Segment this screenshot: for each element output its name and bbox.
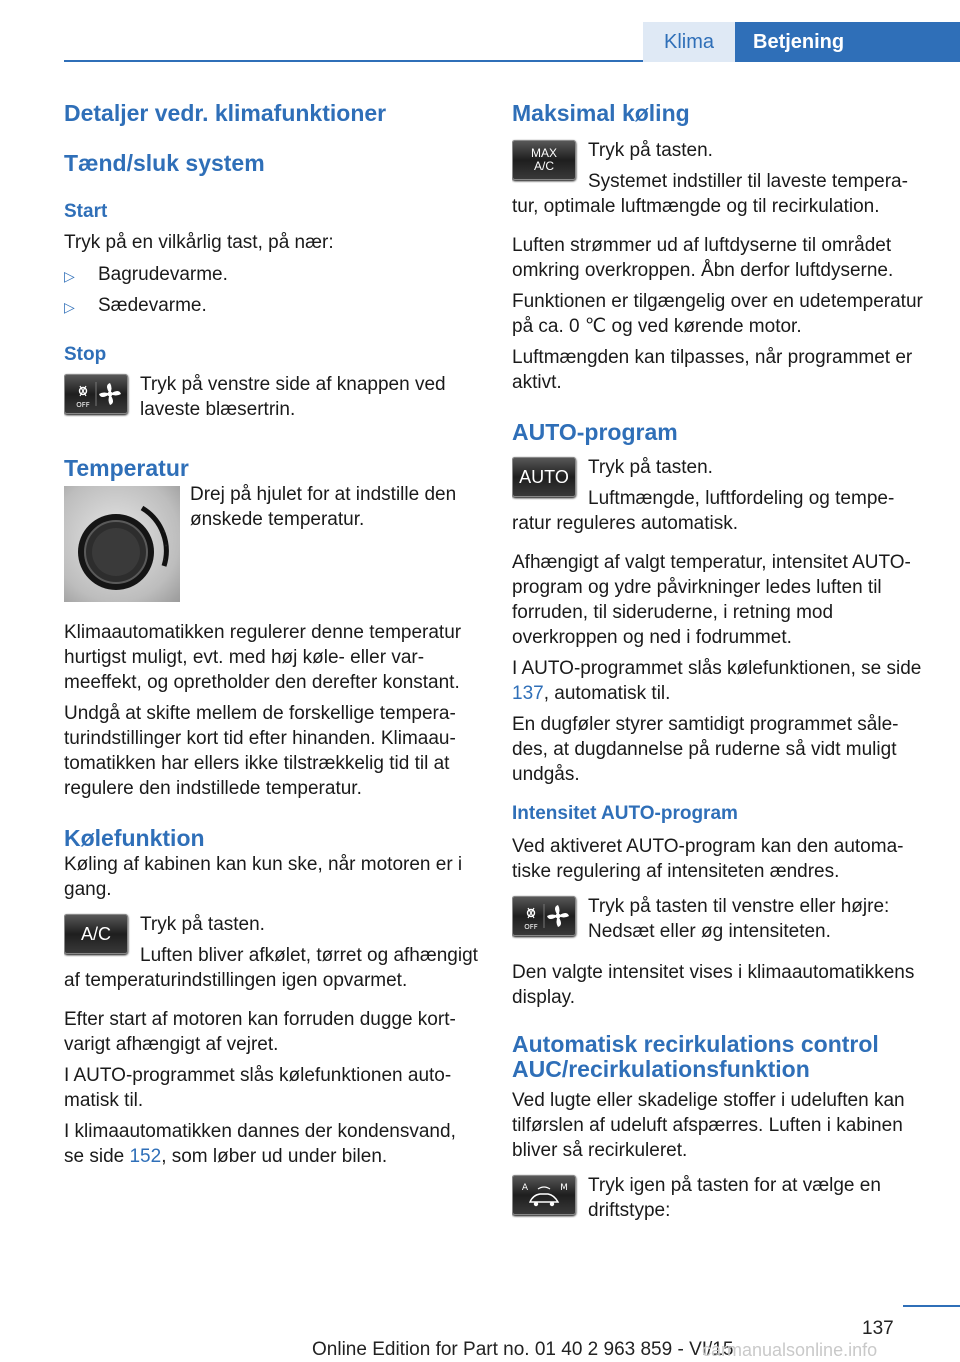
max-ac-key-image: MAX A/C	[512, 140, 576, 180]
intensity-paragraph-1: Ved aktiveret AUTO-program kan den automatiske regulering af intensiteten ændres.	[512, 836, 904, 882]
max-paragraph-1: Luften strømmer ud af luftdyserne til området omkring overkroppen. Åbn derfor luftdyserne.	[512, 235, 894, 281]
temperature-wheel-image	[64, 486, 180, 602]
bullet-text: Sædevarme.	[98, 295, 207, 316]
svg-text:•: •	[162, 556, 167, 564]
ac-line-1: Tryk på tasten.	[140, 914, 265, 935]
intensity-key-row	[512, 894, 927, 944]
auto-line-2: Luftmængde, luftfordeling og temperatur reguleres automatisk.	[512, 488, 895, 534]
temperature-row	[64, 482, 479, 610]
section-title-auto-program: AUTO-program	[512, 419, 678, 445]
svg-text:•: •	[162, 528, 167, 536]
ac-key-image: A/C	[64, 914, 128, 954]
cooling-paragraph-4-text: I klimaautomatikken dannes der kondensvand, se side	[64, 1121, 456, 1167]
cooling-paragraph-1: Køling af kabinen kan kun ske, når motoren er i gang.	[64, 854, 463, 900]
section-title-auc: Automatisk recirkulations control AUC/recirkulationsfunktion	[512, 1031, 879, 1082]
subsection-title-stop: Stop	[64, 344, 107, 365]
section-title-system: Tænd/sluk system	[64, 150, 265, 176]
page-header	[0, 0, 960, 62]
auto-line-1: Tryk på tasten.	[588, 457, 713, 478]
temperature-knob-icon	[64, 486, 180, 602]
auc-text: Tryk igen på tasten for at vælge en driftstype:	[588, 1175, 881, 1221]
intensity-key-image	[512, 896, 576, 936]
auc-key-m-label: M	[560, 1183, 568, 1193]
right-column	[512, 98, 927, 1223]
svg-text:OFF: OFF	[76, 401, 90, 409]
page-link-137[interactable]: 137	[512, 683, 544, 704]
temperature-paragraph-1: Klimaautomatikken regulerer denne temperatur hurtigst muligt, evt. med høj køle- eller varmeeffekt, og opretholder den derefter konstant.	[64, 622, 462, 693]
max-paragraph-2: Funktionen er tilgængelig over en udetemperatur på ca. 0 ℃ og ved kørende motor.	[512, 291, 923, 337]
auto-paragraph-3: En dugføler styrer samtidigt programmet således, at dugdannelse på ruderne så vidt muligt undgås.	[512, 714, 899, 785]
auto-key-image: AUTO	[512, 457, 576, 497]
max-ac-key-row	[512, 138, 927, 219]
cooling-paragraph-2: Efter start af motoren kan forruden dugge kortvarigt afhængigt af vejret.	[64, 1009, 456, 1055]
temperature-text: Drej på hjulet for at indstille den ønskede temperatur.	[190, 484, 457, 530]
section-title-max-cooling: Maksimal køling	[512, 100, 690, 126]
auto-paragraph-2-tail: , automatisk til.	[543, 683, 671, 704]
max-line-2: Systemet indstiller til laveste temperatur, optimale luftmængde og til recirkulation.	[512, 171, 908, 217]
tab-betjening[interactable]: Betjening	[735, 22, 960, 62]
auc-key-image	[512, 1175, 576, 1215]
cooling-paragraph-4-tail: , som løber ud under bilen.	[161, 1146, 388, 1167]
left-column	[64, 98, 479, 1169]
auto-paragraph-2-text: I AUTO-programmet slås kølefunktionen, se side	[512, 658, 922, 679]
bullet-text: Bagrudevarme.	[98, 264, 228, 285]
start-text: Tryk på en vilkårlig tast, på nær:	[64, 232, 334, 253]
footer-rule	[903, 1305, 960, 1307]
auc-key-row	[512, 1173, 927, 1223]
fan-off-key-image	[64, 374, 128, 414]
fan-off-icon	[512, 896, 576, 936]
stop-text: Tryk på venstre side af knappen ved laveste blæsertrin.	[140, 374, 446, 420]
ac-key-row	[64, 912, 479, 993]
list-item	[64, 262, 479, 287]
subsection-title-start: Start	[64, 201, 108, 222]
fan-off-icon	[64, 374, 128, 414]
auc-paragraph-1: Ved lugte eller skadelige stoffer i udeluften kan tilførslen af udeluft afspærres. Luften i kabinen bliver så recirkuleret.	[512, 1090, 905, 1161]
cooling-paragraph-3: I AUTO-programmet slås kølefunktionen automatisk til.	[64, 1065, 452, 1111]
intensity-text: Tryk på tasten til venstre eller højre: Nedsæt eller øg intensiteten.	[588, 896, 890, 942]
page-number: 137	[862, 1318, 894, 1339]
edition-note: Online Edition for Part no. 01 40 2 963 859 - VI/15	[312, 1339, 734, 1360]
stop-key-row	[64, 372, 479, 422]
svg-text:•: •	[164, 542, 169, 550]
intensity-paragraph-2: Den valgte intensitet vises i klimaautomatikkens display.	[512, 962, 915, 1008]
triangle-bullet-icon: ▷	[64, 268, 75, 284]
recirculation-car-icon	[512, 1175, 576, 1215]
triangle-bullet-icon: ▷	[64, 299, 75, 315]
list-item	[64, 293, 479, 318]
section-title-cooling: Kølefunktion	[64, 825, 205, 851]
start-bullet-list	[64, 262, 479, 318]
svg-text:OFF: OFF	[524, 923, 538, 931]
section-title-temperature: Temperatur	[64, 455, 189, 481]
max-paragraph-3: Luftmængden kan tilpasses, når programmet er aktivt.	[512, 347, 913, 393]
auc-key-a-label: A	[521, 1183, 529, 1193]
cooling-paragraph-4	[64, 1119, 479, 1169]
max-line-1: Tryk på tasten.	[588, 140, 713, 161]
auto-paragraph-2	[512, 656, 927, 706]
auto-key-row	[512, 455, 927, 536]
page-title: Detaljer vedr. klimafunktioner	[64, 100, 387, 126]
tab-klima[interactable]: Klima	[643, 22, 735, 62]
temperature-paragraph-2: Undgå at skifte mellem de forskellige temperaturindstillinger kort tid efter hinanden. Klimaautomatikken har ellers ikke tilstrækkelig tid til at regulere den indstillede temperatur.	[64, 703, 456, 799]
page-link-152[interactable]: 152	[129, 1146, 162, 1167]
subsection-title-intensity: Intensitet AUTO-program	[512, 803, 738, 824]
ac-line-2: Luften bliver afkølet, tørret og afhængigt af temperaturindstillingen igen opvarmet.	[64, 945, 478, 991]
auto-paragraph-1: Afhængigt af valgt temperatur, intensitet AUTO-program og ydre påvirkninger ledes luften til forruden, til sideruderne, i retning mod overkroppen og ned i fodrummet.	[512, 552, 911, 648]
watermark: carmanualsonline.info	[702, 1340, 878, 1360]
